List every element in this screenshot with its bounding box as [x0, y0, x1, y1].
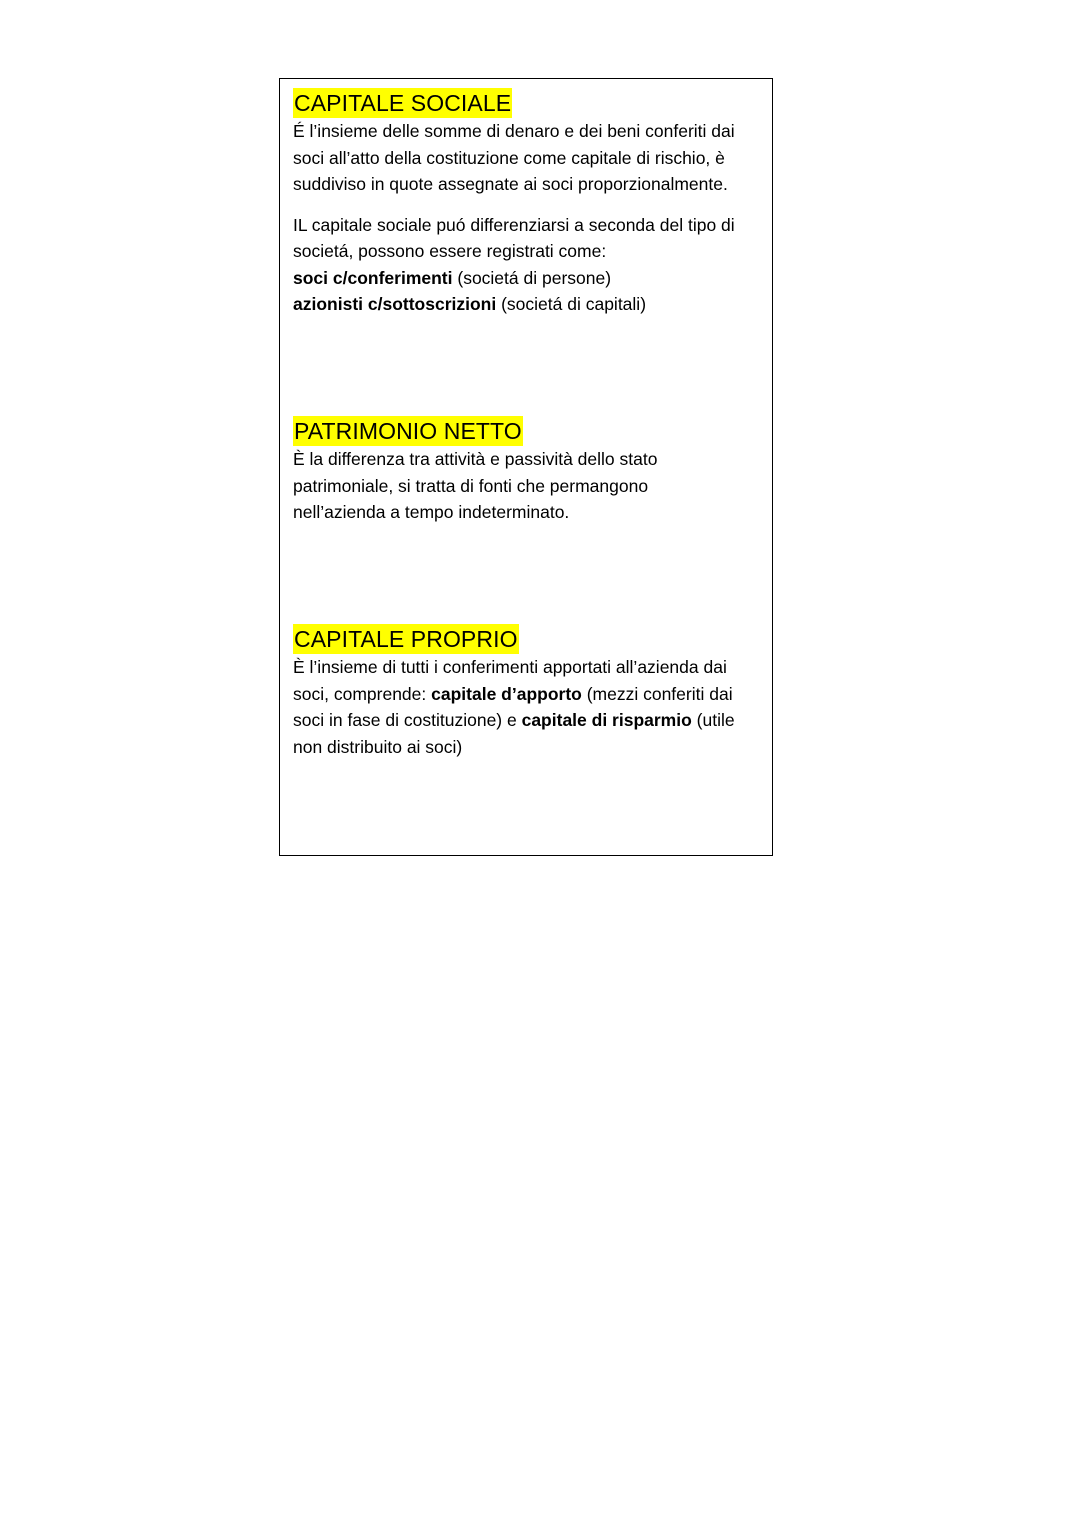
text-segment: (utile — [691, 710, 735, 730]
text-line: È l’insieme di tutti i conferimenti apportati all’azienda dai — [293, 657, 727, 677]
term-bold: soci c/conferimenti — [293, 267, 453, 288]
term-bold: capitale di risparmio — [521, 710, 692, 730]
list-item — [293, 291, 759, 318]
paragraph — [293, 212, 759, 318]
text-line: non distribuito ai soci) — [293, 736, 463, 757]
text-segment: soci in fase di costituzione) e — [293, 710, 522, 730]
paragraph — [293, 118, 759, 198]
text-line: È la differenza tra attività e passività dello stato — [293, 449, 658, 469]
note-card — [279, 78, 773, 856]
section-heading: CAPITALE SOCIALE — [294, 90, 512, 116]
text-segment: (mezzi conferiti dai — [581, 683, 733, 704]
term-bold: capitale d’apporto — [431, 683, 582, 704]
list-item — [293, 265, 759, 292]
text-line — [293, 707, 759, 734]
paragraph — [293, 446, 759, 526]
section-heading: CAPITALE PROPRIO — [294, 626, 518, 652]
text-line: patrimoniale, si tratta di fonti che permangono — [293, 475, 649, 496]
text-line: IL capitale sociale puó differenziarsi a seconda del tipo di — [293, 214, 735, 235]
term-bold: azionisti c/sottoscrizioni — [293, 294, 497, 314]
text-line: soci all’atto della costituzione come capitale di rischio, è — [293, 147, 725, 168]
text-line: É l’insieme delle somme di denaro e dei beni conferiti dai — [293, 121, 735, 141]
text-line: suddiviso in quote assegnate ai soci proporzionalmente. — [293, 174, 728, 194]
text-segment: soci, comprende: — [293, 683, 432, 704]
term-description: (societá di capitali) — [496, 294, 647, 314]
text-line: societá, possono essere registrati come: — [293, 241, 607, 261]
section-capitale-proprio — [293, 624, 759, 760]
text-line: nell’azienda a tempo indeterminato. — [293, 502, 570, 522]
section-heading: PATRIMONIO NETTO — [294, 418, 522, 444]
text-line — [293, 681, 759, 708]
section-capitale-sociale — [293, 88, 759, 318]
paragraph — [293, 654, 759, 760]
section-patrimonio-netto — [293, 416, 759, 526]
term-description: (societá di persone) — [452, 267, 612, 288]
